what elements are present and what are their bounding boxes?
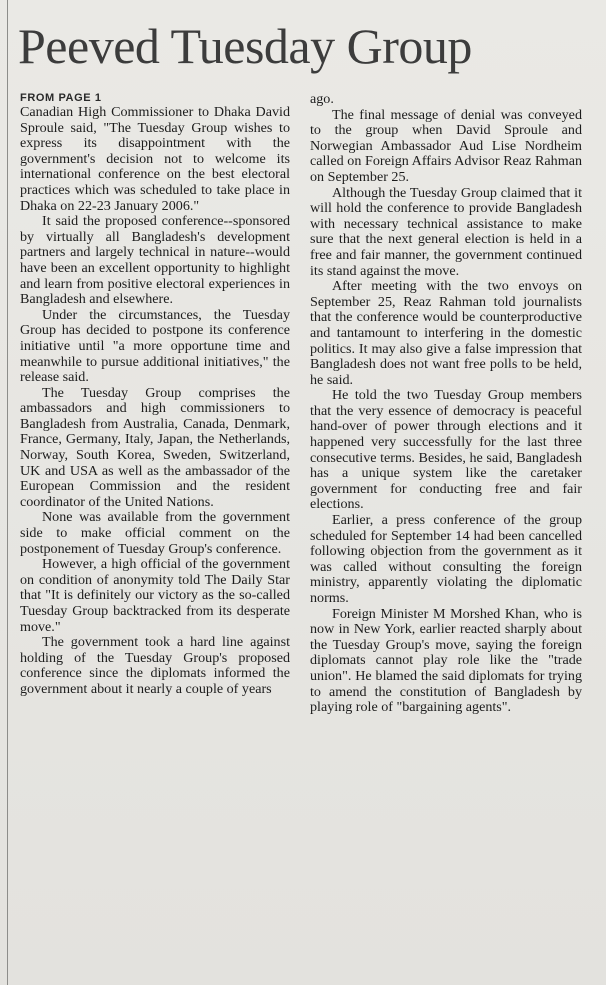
paragraph: However, a high official of the government on condition of anonymity told The Daily Star that "It is definitely our victory as the so-called Tuesday Group backtracked from its desperate move." xyxy=(20,556,290,635)
paragraph-continuation: ago. xyxy=(310,91,334,107)
column-rule xyxy=(7,0,8,985)
paragraph: Foreign Minister M Morshed Khan, who is now in New York, earlier reacted sharply about the Tuesday Group's move, saying the foreign diplomats cannot play role like the "trade union". He blamed the said diplomats for trying to amend the constitution of Bangladesh by playing role of "bargaining agents". xyxy=(310,605,582,716)
paragraph: After meeting with the two envoys on September 25, Reaz Rahman told journalists that the conference would be counterproductive and tantamount to interfering in the domestic politics. It may also give a false impression that Bangladesh does not want free polls to be held, he said. xyxy=(310,278,582,388)
paragraph: Canadian High Commissioner to Dhaka David Sproule said, "The Tuesday Group wishes to express its disappointment with the government's decision not to welcome its international conference on the best electoral practices which was scheduled to take place in Dhaka on 22-23 January 2006." xyxy=(20,104,290,214)
paragraph: The government took a hard line against holding of the Tuesday Group's proposed conference since the diplomats informed the government about it nearly a couple of years xyxy=(20,634,290,697)
article-column-right xyxy=(310,92,582,716)
paragraph: It said the proposed conference--sponsored by virtually all Bangladesh's development partners and largely technical in nature--would have been an excellent opportunity to highlight and learn from positive electoral experiences in Bangladesh and elsewhere. xyxy=(20,213,290,308)
paragraph: The final message of denial was conveyed to the group when David Sproule and Norwegian Ambassador Aud Lise Nordheim called on Foreign Affairs Advisor Reaz Rahman on September 25. xyxy=(310,106,582,185)
article-column-left xyxy=(20,92,290,698)
paragraph: The Tuesday Group comprises the ambassadors and high commissioners to Bangladesh from Australia, Canada, Denmark, France, Germany, Italy, Japan, the Netherlands, Norway, South Korea, Sweden, Switzerland, UK and USA as well as the ambassador of the European Commission and the resident coordinator of the United Nations. xyxy=(20,384,290,510)
paragraph: Earlier, a press conference of the group scheduled for September 14 had been cancelled following objection from the government as it was called without consulting the foreign ministry, apparently violating the diplomatic norms. xyxy=(310,512,582,606)
kicker: FROM PAGE 1 xyxy=(20,92,102,104)
paragraph: He told the two Tuesday Group members that the very essence of democracy is peaceful hand-over of power through elections and it happened very successfully for the last three consecutive terms. Besides, he said, Bangladesh has a unique system like the caretaker government for conducting free and fair elections. xyxy=(310,387,582,513)
headline: Peeved Tuesday Group xyxy=(18,18,472,74)
paragraph: Although the Tuesday Group claimed that it will hold the conference to provide Bangladesh with necessary technical assistance to make sure that the next general election is held in a free and fair manner, the government continued its stand against the move. xyxy=(310,184,582,279)
paragraph: None was available from the government side to make official comment on the postponement of Tuesday Group's conference. xyxy=(20,509,290,557)
paragraph: Under the circumstances, the Tuesday Group has decided to postpone its conference initiative until "a more opportune time and meanwhile to pursue additional initiatives," the release said. xyxy=(20,306,290,386)
